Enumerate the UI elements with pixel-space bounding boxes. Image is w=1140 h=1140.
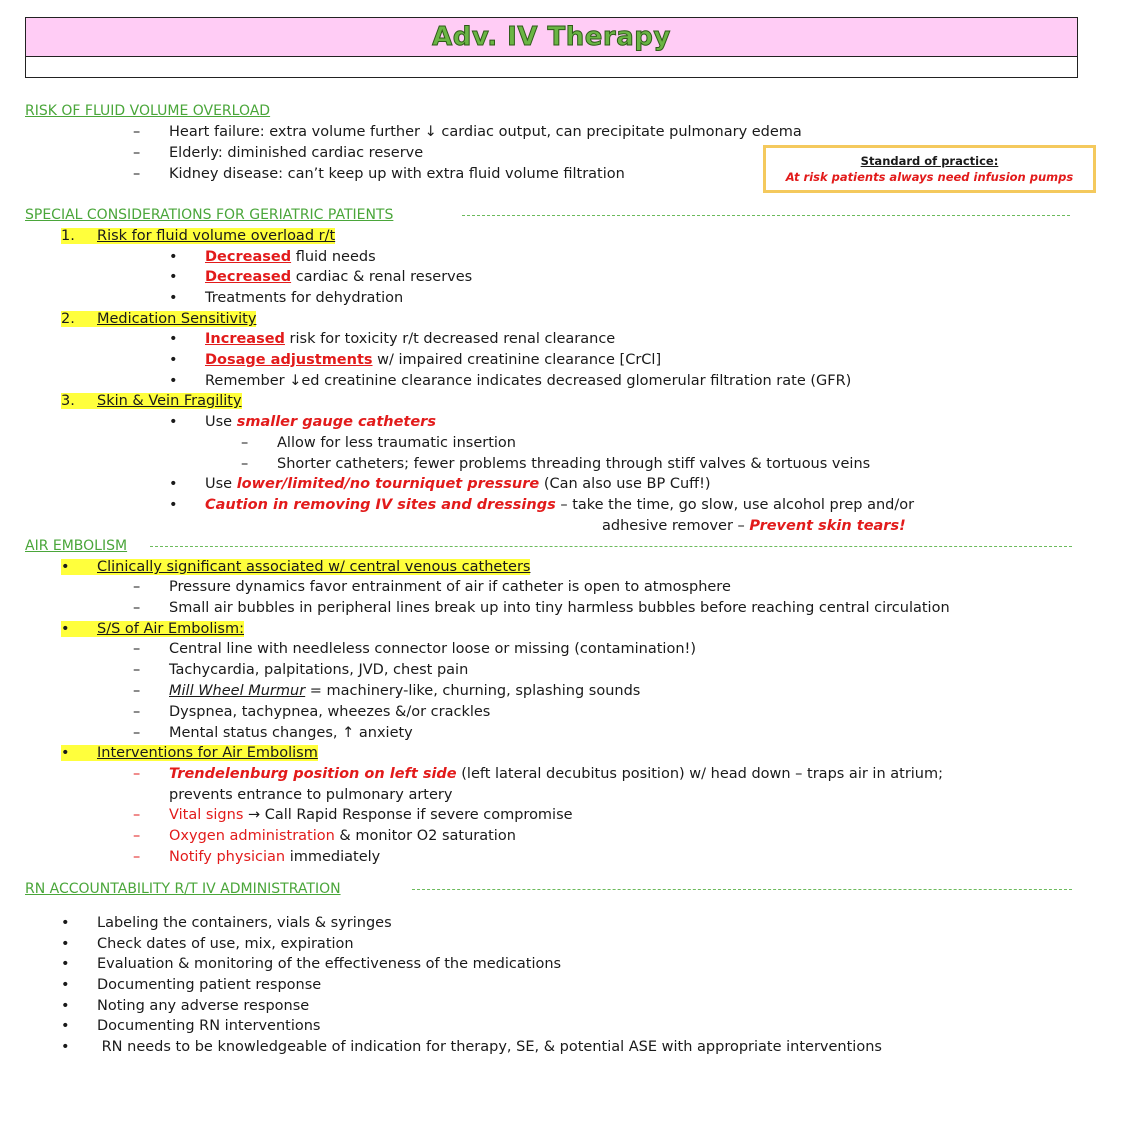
list-item	[169, 374, 851, 389]
emphasis-text: Mill Wheel Murmur	[169, 683, 306, 699]
list-item	[133, 663, 468, 678]
heading-text: Clinically significant associated w/ central venous catheters	[97, 559, 531, 575]
emphasis-text: Decreased	[205, 269, 292, 285]
list-item	[61, 978, 321, 993]
item-text: → Call Rapid Response if severe compromise	[243, 807, 573, 823]
list-item	[133, 146, 423, 161]
numbered-heading	[61, 229, 335, 244]
list-item	[169, 415, 436, 430]
bullet-glyph: •	[169, 249, 178, 265]
heading-text: S/S of Air Embolism:	[97, 621, 244, 637]
heading-text: Interventions for Air Embolism	[97, 745, 318, 761]
dash-glyph: –	[133, 766, 141, 782]
sub-list-item	[241, 436, 516, 451]
list-item	[133, 642, 696, 657]
section-header-fluid-overload: RISK OF FLUID VOLUME OVERLOAD	[25, 103, 271, 119]
item-text: Central line with needleless connector loose or missing (contamination!)	[169, 641, 696, 657]
item-text: Documenting RN interventions	[97, 1018, 321, 1034]
emphasis-text: Decreased	[205, 249, 292, 265]
item-number: 3.	[61, 393, 75, 409]
item-text: Evaluation & monitoring of the effectiveness of the medications	[97, 956, 562, 972]
list-item	[61, 1040, 882, 1055]
emphasis-text: Dosage adjustments	[205, 352, 373, 368]
item-text: Use	[205, 414, 237, 430]
bullet-glyph: •	[61, 915, 70, 931]
numbered-heading	[61, 394, 242, 409]
dash-glyph: –	[133, 579, 141, 595]
item-text: (left lateral decubitus position) w/ head down – traps air in atrium;	[456, 766, 944, 782]
dash-glyph: –	[133, 704, 141, 720]
section-header-geriatric: SPECIAL CONSIDERATIONS FOR GERIATRIC PATIENTS	[25, 207, 394, 223]
item-text: Remember ↓ed creatinine clearance indicates decreased glomerular filtration rate (GFR)	[205, 373, 852, 389]
item-text: Check dates of use, mix, expiration	[97, 936, 354, 952]
dash-glyph: –	[133, 600, 141, 616]
dash-glyph: –	[241, 435, 249, 451]
emphasis-text: Increased	[205, 331, 285, 347]
bullet-glyph: •	[61, 621, 70, 637]
heading-text: Risk for fluid volume overload r/t	[97, 228, 336, 244]
list-item	[169, 332, 615, 347]
dash-glyph: –	[133, 849, 141, 865]
bullet-glyph: •	[169, 476, 178, 492]
emphasis-text: Prevent skin tears!	[749, 518, 906, 534]
item-text: Kidney disease: can’t keep up with extra fluid volume filtration	[169, 166, 625, 182]
bullet-heading	[61, 622, 244, 637]
dash-glyph: –	[133, 662, 141, 678]
item-text: Tachycardia, palpitations, JVD, chest pain	[169, 662, 469, 678]
emphasis-text: lower/limited/no tourniquet pressure	[236, 476, 540, 492]
item-text: immediately	[285, 849, 381, 865]
dash-glyph: –	[133, 683, 141, 699]
bullet-glyph: •	[169, 497, 178, 513]
list-item	[61, 999, 309, 1014]
item-text: Mental status changes, ↑ anxiety	[169, 725, 413, 741]
list-item	[133, 850, 380, 865]
item-text: (Can also use BP Cuff!)	[539, 476, 711, 492]
item-text: Use	[205, 476, 237, 492]
standard-title: Standard of practice:	[860, 154, 999, 168]
item-text: Noting any adverse response	[97, 998, 310, 1014]
dash-glyph: –	[133, 807, 141, 823]
emphasis-text: Oxygen administration	[169, 828, 335, 844]
list-item	[133, 167, 625, 182]
heading-text: Medication Sensitivity	[97, 311, 257, 327]
heading-text: Skin & Vein Fragility	[97, 393, 242, 409]
item-text: Documenting patient response	[97, 977, 322, 993]
list-item	[133, 705, 490, 720]
list-item	[133, 767, 943, 782]
page-title: Adv. IV Therapy	[432, 22, 671, 52]
list-item	[133, 829, 516, 844]
list-item	[133, 601, 950, 616]
list-item	[61, 916, 392, 931]
emphasis-text: Notify physician	[169, 849, 286, 865]
standard-text: At risk patients always need infusion pumps	[785, 169, 1074, 184]
bullet-glyph: •	[61, 936, 70, 952]
section-header-rn-accountability: RN ACCOUNTABILITY R/T IV ADMINISTRATION	[25, 881, 341, 897]
title-bar	[26, 18, 1077, 57]
item-text: fluid needs	[291, 249, 376, 265]
item-text: – take the time, go slow, use alcohol prep and/or	[555, 497, 915, 513]
list-item	[133, 684, 640, 699]
bullet-glyph: •	[169, 373, 178, 389]
list-item	[61, 1019, 321, 1034]
bullet-heading	[61, 746, 318, 761]
dash-glyph: –	[241, 456, 249, 472]
bullet-glyph: •	[169, 352, 178, 368]
item-text: prevents entrance to pulmonary artery	[169, 787, 453, 803]
list-item-continuation	[602, 519, 906, 534]
emphasis-text: Caution in removing IV sites and dressings	[205, 497, 556, 513]
bullet-glyph: •	[169, 269, 178, 285]
bullet-heading	[61, 560, 530, 575]
list-item	[133, 808, 573, 823]
standard-of-practice-box	[763, 145, 1096, 193]
title-box	[25, 17, 1078, 78]
bullet-glyph: •	[61, 745, 70, 761]
item-text: Shorter catheters; fewer problems threading through stiff valves & tortuous veins	[277, 456, 871, 472]
dash-glyph: –	[133, 828, 141, 844]
bullet-glyph: •	[61, 1039, 70, 1055]
bullet-glyph: •	[61, 998, 70, 1014]
list-item	[169, 291, 403, 306]
list-item	[169, 498, 914, 513]
item-text: w/ impaired creatinine clearance [CrCl]	[372, 352, 662, 368]
item-text: Labeling the containers, vials & syringes	[97, 915, 392, 931]
section-divider	[150, 546, 1072, 547]
item-text: Elderly: diminished cardiac reserve	[169, 145, 424, 161]
item-text: & monitor O2 saturation	[334, 828, 516, 844]
bullet-glyph: •	[169, 414, 178, 430]
emphasis-text: smaller gauge catheters	[236, 414, 436, 430]
item-text: Pressure dynamics favor entrainment of air if catheter is open to atmosphere	[169, 579, 731, 595]
emphasis-text: Trendelenburg position on left side	[169, 766, 457, 782]
list-item	[169, 250, 376, 265]
dash-glyph: –	[133, 641, 141, 657]
numbered-heading	[61, 312, 256, 327]
item-text: Heart failure: extra volume further ↓ cardiac output, can precipitate pulmonary edema	[169, 124, 802, 140]
list-item	[169, 477, 711, 492]
item-text: Dyspnea, tachypnea, wheezes &/or crackles	[169, 704, 491, 720]
list-item-continuation	[169, 788, 452, 803]
item-text: Allow for less traumatic insertion	[277, 435, 516, 451]
dash-glyph: –	[133, 166, 141, 182]
list-item	[169, 353, 661, 368]
item-text: cardiac & renal reserves	[291, 269, 473, 285]
dash-glyph: –	[133, 725, 141, 741]
item-text: adhesive remover –	[602, 518, 750, 534]
item-text: RN needs to be knowledgeable of indication for therapy, SE, & potential ASE with appropriate interventions	[97, 1039, 882, 1055]
item-text: = machinery-like, churning, splashing sounds	[305, 683, 641, 699]
dash-glyph: –	[133, 145, 141, 161]
item-number: 1.	[61, 228, 75, 244]
list-item	[61, 937, 354, 952]
list-item	[133, 580, 731, 595]
bullet-glyph: •	[61, 956, 70, 972]
list-item	[61, 957, 561, 972]
list-item	[169, 270, 472, 285]
bullet-glyph: •	[169, 290, 178, 306]
section-header-air-embolism: AIR EMBOLISM	[25, 538, 128, 554]
bullet-glyph: •	[61, 559, 70, 575]
list-item	[133, 726, 413, 741]
dash-glyph: –	[133, 124, 141, 140]
item-number: 2.	[61, 311, 75, 327]
bullet-glyph: •	[169, 331, 178, 347]
bullet-glyph: •	[61, 1018, 70, 1034]
bullet-glyph: •	[61, 977, 70, 993]
item-text: risk for toxicity r/t decreased renal clearance	[284, 331, 616, 347]
item-text: Treatments for dehydration	[205, 290, 404, 306]
section-divider	[412, 889, 1072, 890]
item-text: Small air bubbles in peripheral lines break up into tiny harmless bubbles before reaching central circulation	[169, 600, 950, 616]
list-item	[133, 125, 802, 140]
sub-list-item	[241, 457, 870, 472]
emphasis-text: Vital signs	[169, 807, 244, 823]
section-divider	[462, 215, 1070, 216]
